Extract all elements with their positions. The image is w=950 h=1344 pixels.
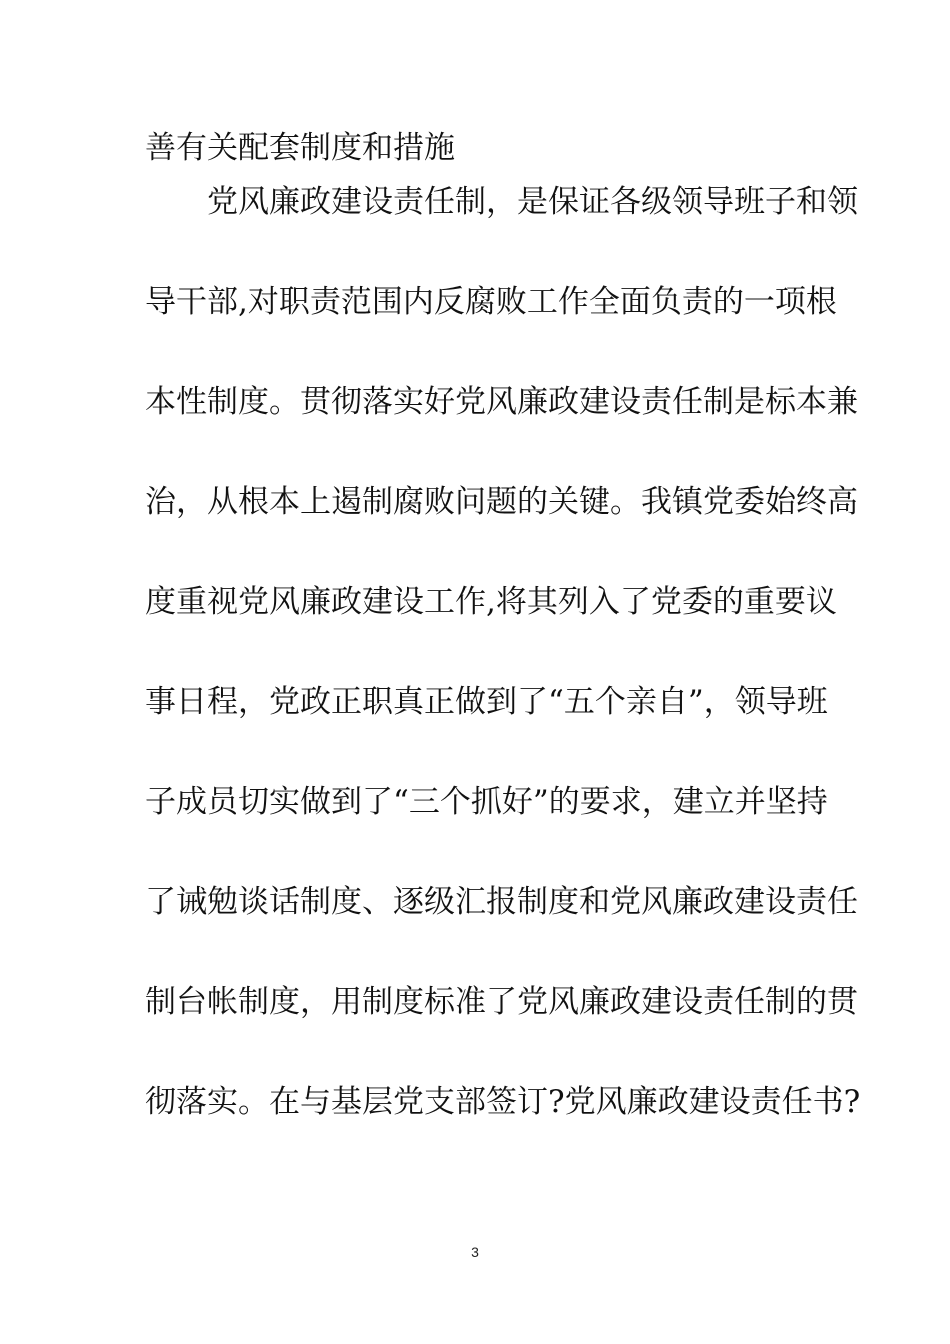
text-line-1: 善有关配套制度和措施 (145, 130, 455, 166)
text-line-3: 导干部,对职责范围内反腐败工作全面负责的一项根 (145, 284, 837, 320)
text-line-9: 了诫勉谈话制度、逐级汇报制度和党风廉政建设责任 (145, 884, 858, 920)
page-number: 3 (471, 1244, 479, 1260)
text-line-8: 子成员切实做到了“三个抓好”的要求，建立并坚持 (145, 784, 828, 820)
text-line-10: 制台帐制度，用制度标准了党风廉政建设责任制的贯 (145, 984, 858, 1020)
text-line-4: 本性制度。贯彻落实好党风廉政建设责任制是标本兼 (145, 384, 858, 420)
text-line-7: 事日程，党政正职真正做到了“五个亲自”，领导班 (145, 684, 828, 720)
text-line-6: 度重视党风廉政建设工作,将其列入了党委的重要议 (145, 584, 837, 620)
text-line-5: 治，从根本上遏制腐败问题的关键。我镇党委始终高 (145, 484, 858, 520)
paragraph-first-line: 党风廉政建设责任制，是保证各级领导班子和领 (145, 184, 858, 220)
text-line-11: 彻落实。在与基层党支部签订?党风廉政建设责任书? (145, 1084, 861, 1120)
